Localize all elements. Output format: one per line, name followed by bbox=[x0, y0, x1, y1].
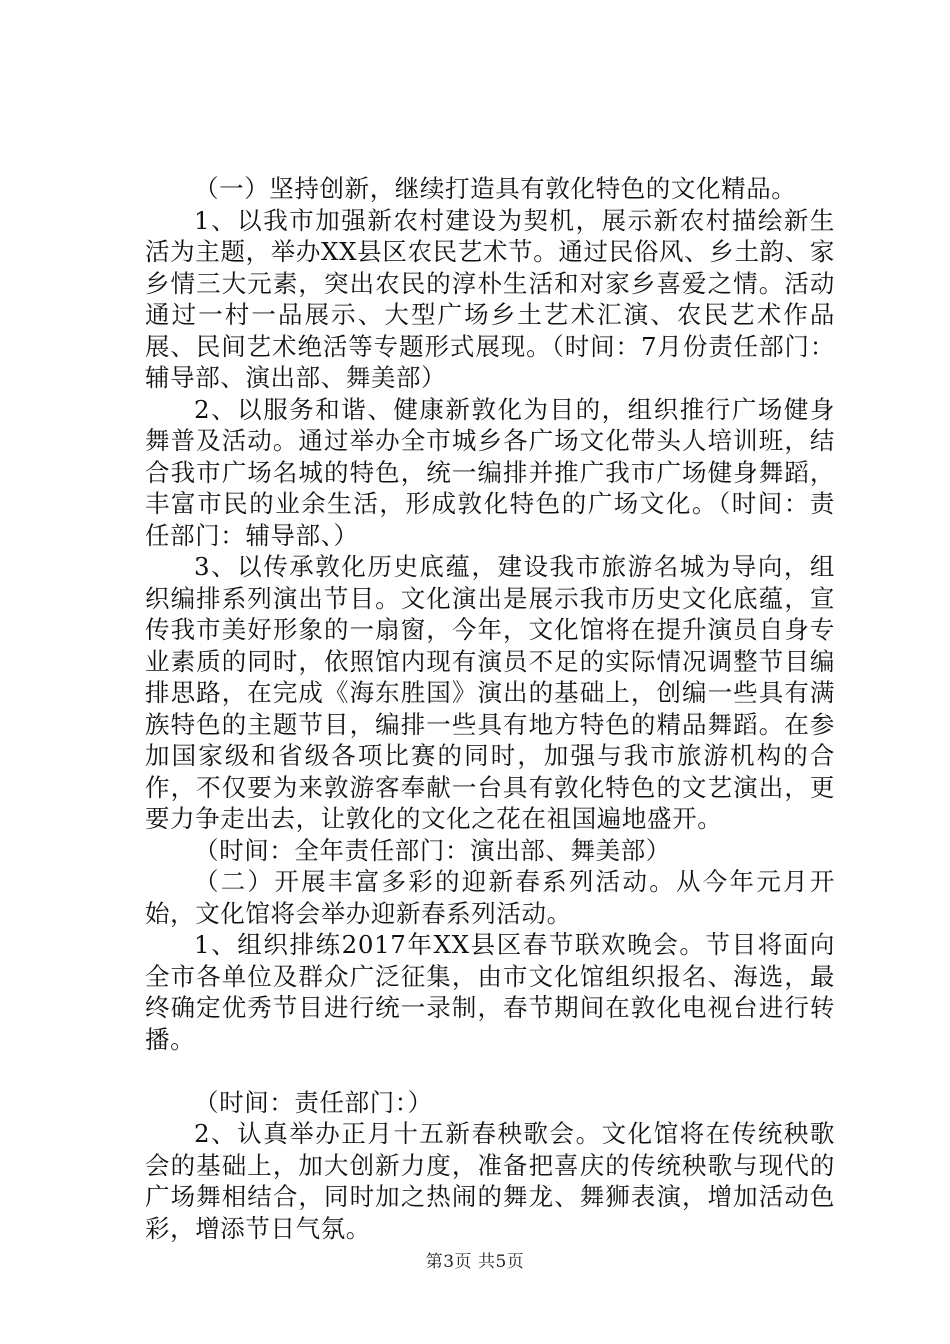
paragraph-time-note-full-year: （时间：全年责任部门：演出部、舞美部） bbox=[194, 835, 671, 865]
paragraph-item-1-spring-gala: 1、组织排练2017年XX县区春节联欢晚会。节目将面向全市各单位及群众广泛征集，由市文化馆组织报名、海选，最终确定优秀节目进行统一录制，春节期间在敦化电视台进行转播。 bbox=[145, 930, 835, 1054]
paragraph-section-one-heading: （一）坚持创新，继续打造具有敦化特色的文化精品。 bbox=[194, 174, 797, 203]
document-body bbox=[145, 173, 835, 1244]
paragraph-item-3-performances: 3、以传承敦化历史底蕴，建设我市旅游名城为导向，组织编排系列演出节目。文化演出是展示我市历史文化底蕴，宣传我市美好形象的一扇窗，今年，文化馆将在提升演员自身专业素质的同时，依照馆内现有演员不足的实际情况调整节目编排思路，在完成《海东胜国》演出的基础上，创编一些具有满族特色的主题节目，编排一些具有地方特色的精品舞蹈。在参加国家级和省级各项比赛的同时，加强与我市旅游机构的合作，不仅要为来敦游客奉献一台具有敦化特色的文艺演出，更要力争走出去，让敦化的文化之花在祖国遍地盛开。 bbox=[145, 552, 835, 833]
blank-line bbox=[145, 1055, 835, 1087]
paragraph-section-two-heading: （二）开展丰富多彩的迎新春系列活动。从今年元月开始，文化馆将会举办迎新春系列活动。 bbox=[145, 867, 835, 928]
page-number-footer: 第3页 共5页 bbox=[425, 1252, 525, 1272]
paragraph-item-2-square-dance: 2、以服务和谐、健康新敦化为目的，组织推行广场健身舞普及活动。通过举办全市城乡各广场文化带头人培训班，结合我市广场名城的特色，统一编排并推广我市广场健身舞蹈，丰富市民的业余生活，形成敦化特色的广场文化。（时间：责任部门：辅导部、） bbox=[145, 394, 835, 550]
paragraph-item-1-farmers-art-festival: 1、以我市加强新农村建设为契机，展示新农村描绘新生活为主题，举办XX县区农民艺术节。通过民俗风、乡土韵、家乡情三大元素，突出农民的淳朴生活和对家乡喜爱之情。活动通过一村一品展示、大型广场乡土艺术汇演、农民艺术作品展、民间艺术绝活等专题形式展现。（时间：7月份责任部门：辅导部、演出部、舞美部） bbox=[145, 205, 835, 392]
paragraph-time-note: （时间：责任部门：） bbox=[194, 1087, 433, 1117]
paragraph-item-2-yangko-festival: 2、认真举办正月十五新春秧歌会。文化馆将在传统秧歌会的基础上，加大创新力度，准备把喜庆的传统秧歌与现代的广场舞相结合，同时加之热闹的舞龙、舞狮表演，增加活动色彩，增添节日气氛。 bbox=[145, 1119, 835, 1243]
